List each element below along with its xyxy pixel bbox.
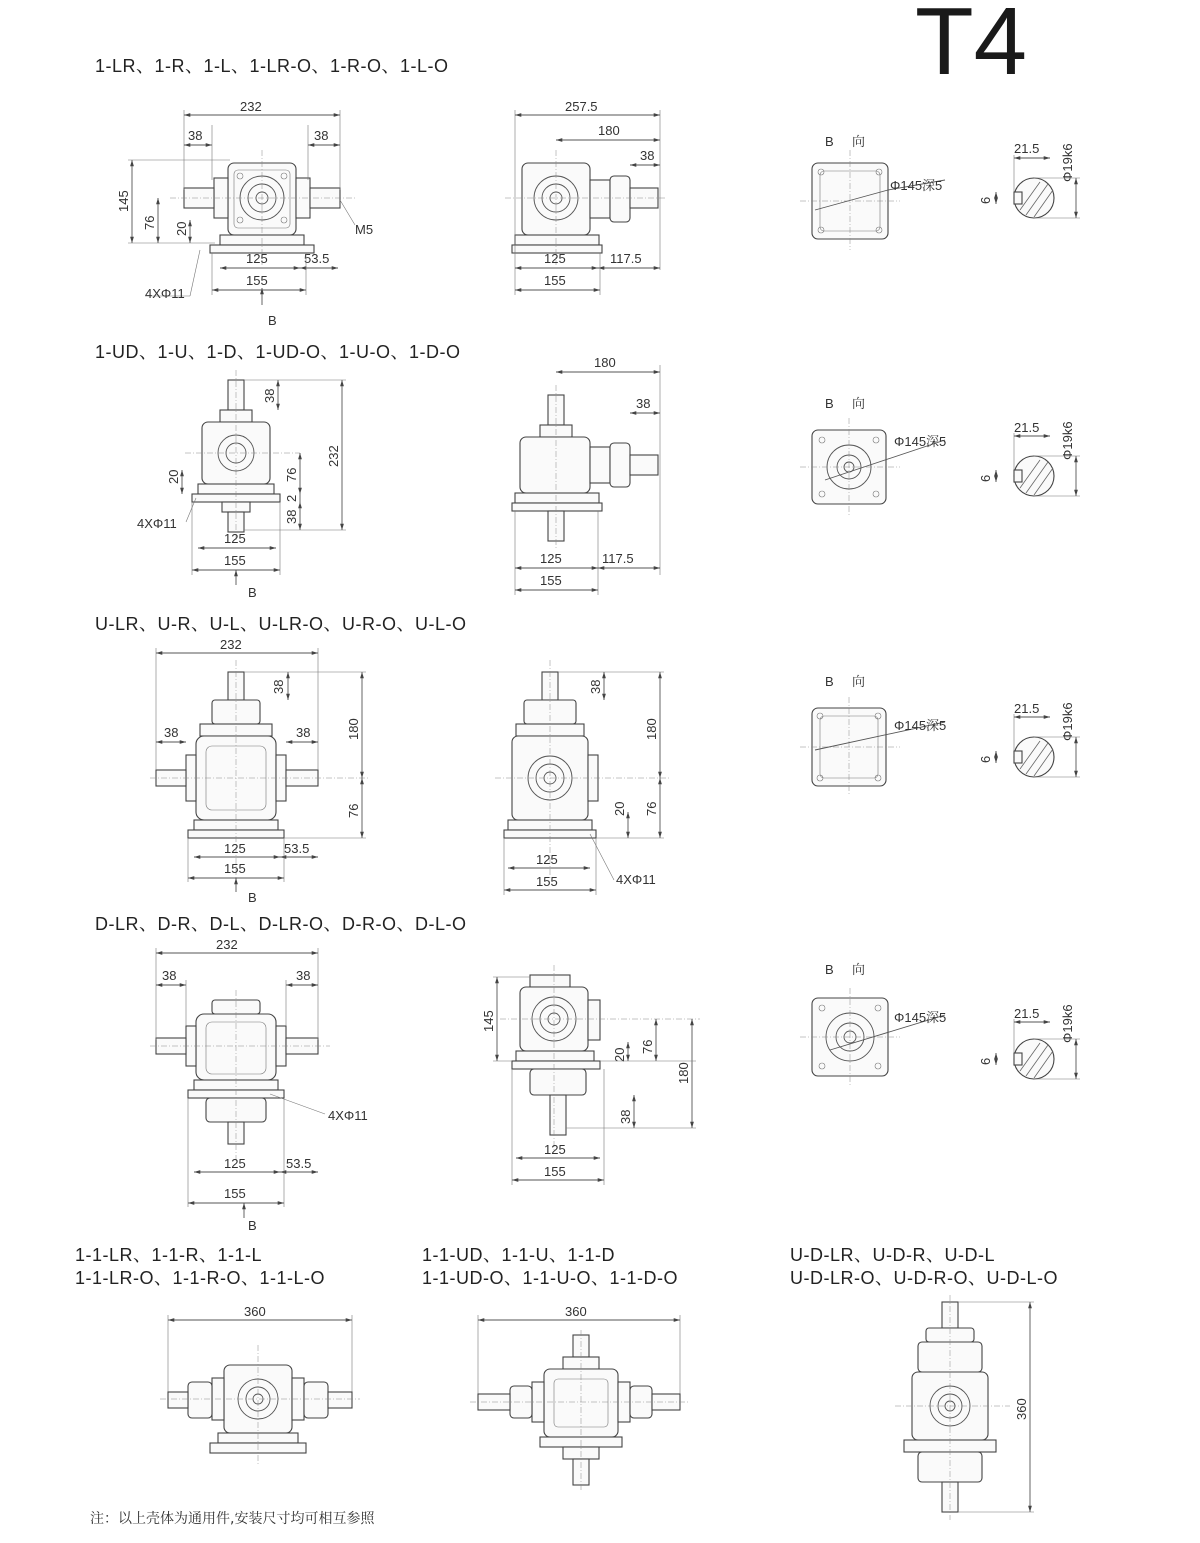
bottom-group-3-line1: U-D-LR、U-D-R、U-D-L bbox=[790, 1245, 995, 1265]
row1-front-view bbox=[116, 99, 373, 328]
row2-side-view bbox=[512, 355, 660, 595]
bottom-view-2 bbox=[470, 1304, 690, 1490]
dim-20: 20 bbox=[174, 221, 189, 236]
shaft-diameter: Φ19k6 bbox=[1060, 421, 1075, 460]
row3-b-view bbox=[800, 674, 946, 795]
bottom-view-3 bbox=[895, 1295, 1034, 1520]
bottom-group-2-line1: 1-1-UD、1-1-U、1-1-D bbox=[422, 1245, 616, 1265]
bottom-view-1 bbox=[160, 1304, 360, 1465]
dim-125: 125 bbox=[536, 852, 558, 867]
dim-125: 125 bbox=[224, 531, 246, 546]
dim-38-left: 38 bbox=[164, 725, 179, 740]
dim-232: 232 bbox=[326, 445, 341, 467]
flange-label: Φ145深5 bbox=[890, 178, 943, 193]
dim-155: 155 bbox=[224, 553, 246, 568]
dim-38-left: 38 bbox=[162, 968, 177, 983]
dim-125: 125 bbox=[544, 251, 566, 266]
dim-38: 38 bbox=[262, 388, 277, 403]
dim-155: 155 bbox=[540, 573, 562, 588]
dim-38-right: 38 bbox=[314, 128, 329, 143]
dim-76: 76 bbox=[640, 1039, 655, 1054]
dim-232: 232 bbox=[216, 937, 238, 952]
row3-front-view bbox=[150, 637, 370, 905]
bottom-group-1-line2: 1-1-LR-O、1-1-R-O、1-1-L-O bbox=[75, 1268, 326, 1288]
dim-76: 76 bbox=[142, 215, 157, 230]
series-heading-row2: 1-UD、1-U、1-D、1-UD-O、1-U-O、1-D-O bbox=[95, 342, 461, 362]
dim-360: 360 bbox=[565, 1304, 587, 1319]
dim-180: 180 bbox=[346, 718, 361, 740]
dim-20: 20 bbox=[166, 469, 181, 484]
dim-53-5: 53.5 bbox=[286, 1156, 312, 1171]
b-view-dir: 向 bbox=[852, 134, 866, 149]
dim-76: 76 bbox=[346, 803, 361, 818]
dim-53-5: 53.5 bbox=[304, 251, 330, 266]
dim-145: 145 bbox=[116, 190, 131, 212]
holes-label: 4XΦ11 bbox=[137, 516, 177, 531]
dim-155: 155 bbox=[224, 1186, 246, 1201]
b-view-dir: 向 bbox=[852, 396, 866, 411]
dim-38-left: 38 bbox=[188, 128, 203, 143]
dim-125: 125 bbox=[224, 841, 246, 856]
row4-b-view bbox=[800, 962, 946, 1085]
row2-front-view bbox=[137, 370, 346, 600]
dim-155: 155 bbox=[246, 273, 268, 288]
dim-180: 180 bbox=[644, 718, 659, 740]
b-view-dir: 向 bbox=[852, 962, 866, 977]
key-height: 6 bbox=[978, 1057, 993, 1065]
row2-shaft-section bbox=[978, 420, 1080, 496]
shaft-diameter: Φ19k6 bbox=[1060, 702, 1075, 741]
key-height: 6 bbox=[978, 755, 993, 763]
footnote: 注：以上壳体为通用件,安装尺寸均可相互参照 bbox=[90, 1511, 375, 1527]
row4-side-view bbox=[481, 965, 700, 1185]
bottom-group-3-line2: U-D-LR-O、U-D-R-O、U-D-L-O bbox=[790, 1268, 1058, 1288]
dim-257-5: 257.5 bbox=[565, 99, 598, 114]
b-view-letter: B bbox=[825, 396, 834, 411]
b-view-letter: B bbox=[825, 962, 834, 977]
row3-shaft-section bbox=[978, 701, 1080, 777]
shaft-diameter: Φ19k6 bbox=[1060, 143, 1075, 182]
dim-145: 145 bbox=[481, 1010, 496, 1032]
dim-155: 155 bbox=[536, 874, 558, 889]
dim-125: 125 bbox=[540, 551, 562, 566]
dim-76: 76 bbox=[644, 801, 659, 816]
view-b-marker: B bbox=[268, 313, 277, 328]
view-b-marker: B bbox=[248, 1218, 257, 1233]
dim-38: 38 bbox=[588, 679, 603, 694]
b-view-letter: B bbox=[825, 674, 834, 689]
thread-label: M5 bbox=[355, 222, 374, 237]
dim-232: 232 bbox=[240, 99, 262, 114]
dim-38-top: 38 bbox=[271, 679, 286, 694]
bottom-group-2-line2: 1-1-UD-O、1-1-U-O、1-1-D-O bbox=[422, 1268, 679, 1288]
dim-125: 125 bbox=[544, 1142, 566, 1157]
dim-76: 76 bbox=[284, 467, 299, 482]
key-height: 6 bbox=[978, 474, 993, 482]
b-view-dir: 向 bbox=[852, 674, 866, 689]
row1-b-view bbox=[800, 134, 945, 250]
row4-front-view bbox=[150, 937, 368, 1233]
bottom-group-1-line1: 1-1-LR、1-1-R、1-1-L bbox=[75, 1245, 263, 1265]
flange-label: Φ145深5 bbox=[894, 434, 947, 449]
holes-label: 4XΦ11 bbox=[328, 1108, 368, 1123]
dim-155: 155 bbox=[544, 1164, 566, 1179]
flange-label: Φ145深5 bbox=[894, 1010, 947, 1025]
key-height: 6 bbox=[978, 196, 993, 204]
key-width: 21.5 bbox=[1014, 420, 1040, 435]
key-width: 21.5 bbox=[1014, 141, 1040, 156]
b-view-letter: B bbox=[825, 134, 834, 149]
row1-side-view bbox=[505, 99, 665, 295]
view-b-marker: B bbox=[248, 890, 257, 905]
dim-360: 360 bbox=[244, 1304, 266, 1319]
dim-117-5: 117.5 bbox=[610, 251, 642, 266]
dim-38: 38 bbox=[640, 148, 655, 163]
page-title: T4 bbox=[915, 0, 1028, 95]
key-width: 21.5 bbox=[1014, 1006, 1040, 1021]
flange-label: Φ145深5 bbox=[894, 718, 947, 733]
dim-38: 38 bbox=[618, 1109, 633, 1124]
dim-232: 232 bbox=[220, 637, 242, 652]
key-width: 21.5 bbox=[1014, 701, 1040, 716]
dim-53-5: 53.5 bbox=[284, 841, 310, 856]
dim-38-right: 38 bbox=[296, 968, 311, 983]
series-heading-row3: U-LR、U-R、U-L、U-LR-O、U-R-O、U-L-O bbox=[95, 614, 467, 634]
dim-20: 20 bbox=[612, 1047, 627, 1062]
holes-label: 4XΦ11 bbox=[145, 286, 185, 301]
dim-38-bottom: 38 bbox=[284, 509, 299, 524]
dim-180: 180 bbox=[598, 123, 620, 138]
series-heading-row1: 1-LR、1-R、1-L、1-LR-O、1-R-O、1-L-O bbox=[95, 56, 449, 76]
dim-360: 360 bbox=[1014, 1398, 1029, 1420]
series-heading-row4: D-LR、D-R、D-L、D-LR-O、D-R-O、D-L-O bbox=[95, 914, 467, 934]
shaft-diameter: Φ19k6 bbox=[1060, 1004, 1075, 1043]
holes-label: 4XΦ11 bbox=[616, 872, 656, 887]
view-b-marker: B bbox=[248, 585, 257, 600]
dim-125: 125 bbox=[246, 251, 268, 266]
row4-shaft-section bbox=[978, 1004, 1080, 1079]
dim-20: 20 bbox=[612, 801, 627, 816]
dim-155: 155 bbox=[544, 273, 566, 288]
dim-125: 125 bbox=[224, 1156, 246, 1171]
dim-155: 155 bbox=[224, 861, 246, 876]
dim-2: 2 bbox=[284, 494, 299, 502]
dim-38-right: 38 bbox=[296, 725, 311, 740]
dim-180: 180 bbox=[676, 1062, 691, 1084]
dim-38: 38 bbox=[636, 396, 651, 411]
dim-180: 180 bbox=[594, 355, 616, 370]
row2-b-view bbox=[800, 396, 946, 515]
row3-side-view bbox=[495, 660, 670, 895]
row1-shaft-section bbox=[978, 141, 1080, 218]
dim-117-5: 117.5 bbox=[602, 551, 634, 566]
